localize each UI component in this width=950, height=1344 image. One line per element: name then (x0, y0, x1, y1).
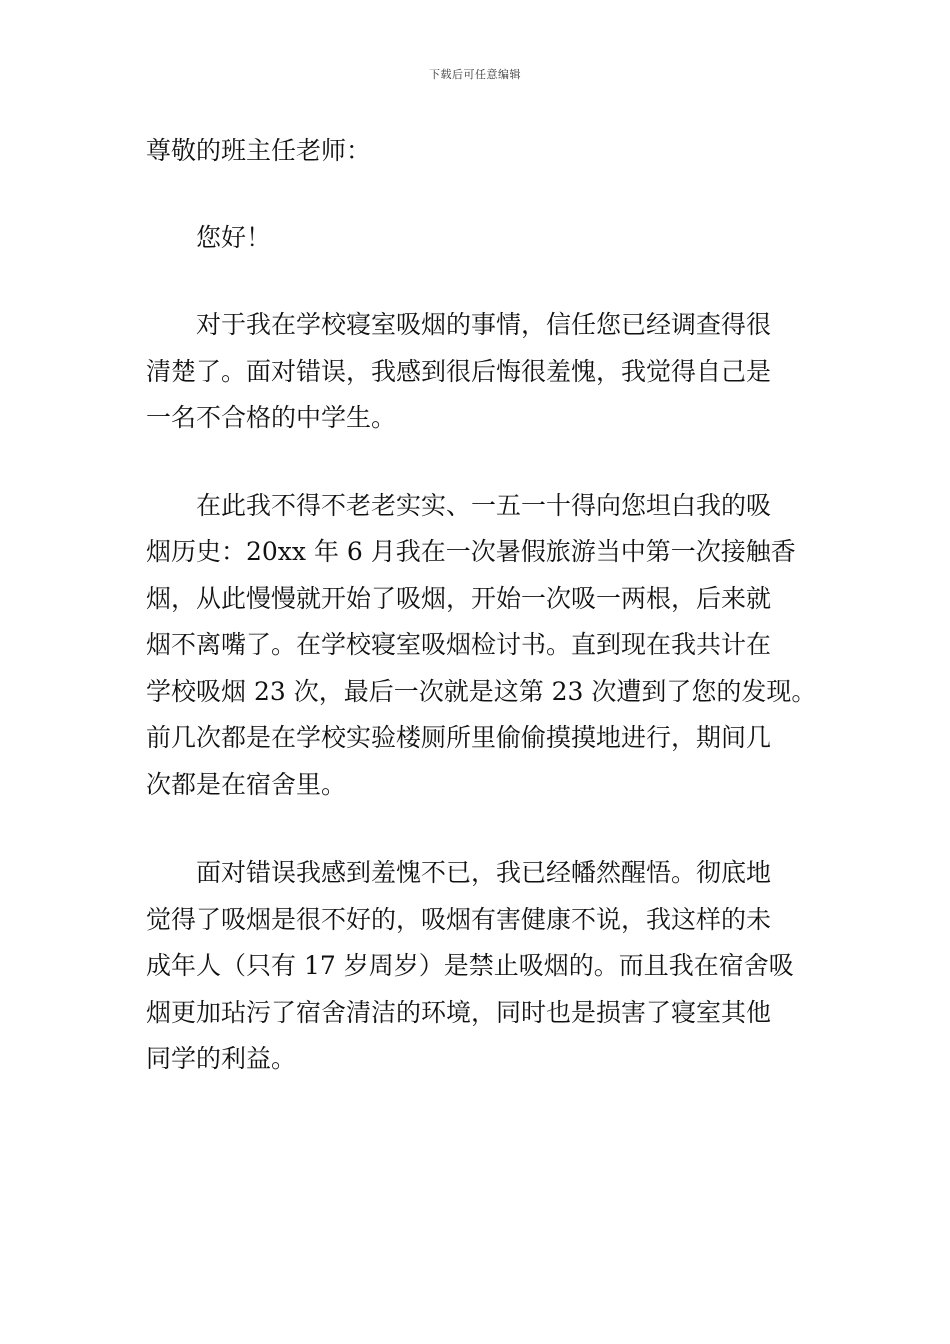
paragraph-line: 同学的利益。 (146, 1044, 297, 1073)
paragraph-line: 次都是在宿舍里。 (146, 769, 347, 799)
salutation: 尊敬的班主任老师： (146, 136, 372, 165)
paragraph-line: 前几次都是在学校实验楼厕所里偷偷摸摸地进行，期间几 (146, 723, 772, 752)
paragraph-line: 对于我在学校寝室吸烟的事情，信任您已经调查得很 (196, 310, 772, 339)
paragraph-line: 一名不合格的中学生。 (146, 403, 397, 432)
paragraph-line: 烟历史：20xx 年 6 月我在一次暑假旅游当中第一次接触香 (146, 537, 796, 566)
paragraph-line: 清楚了。面对错误，我感到很后悔很羞愧，我觉得自己是 (146, 356, 772, 386)
paragraph-1 (146, 302, 808, 442)
paragraph-line: 成年人（只有 17 岁周岁）是禁止吸烟的。而且我在宿舍吸 (146, 951, 794, 980)
greeting: 您好！ (196, 222, 272, 252)
paragraph-line: 烟，从此慢慢就开始了吸烟，开始一次吸一两根，后来就 (146, 583, 772, 613)
paragraph-line: 在此我不得不老老实实、一五一十得向您坦白我的吸 (196, 490, 772, 520)
paragraph-line: 烟更加玷污了宿舍清洁的环境，同时也是损害了寝室其他 (146, 997, 772, 1027)
letter-body (146, 128, 817, 1083)
paragraph-line: 觉得了吸烟是很不好的，吸烟有害健康不说，我这样的未 (146, 904, 772, 934)
paragraph-2 (146, 483, 817, 809)
paragraph-line: 学校吸烟 23 次，最后一次就是这第 23 次遭到了您的发现。 (146, 676, 817, 706)
paragraph-line: 烟不离嘴了。在学校寝室吸烟检讨书。直到现在我共计在 (146, 630, 772, 659)
header-note: 下载后可任意编辑 (429, 68, 521, 81)
paragraph-line: 面对错误我感到羞愧不已，我已经幡然醒悟。彻底地 (196, 858, 772, 887)
paragraph-3 (146, 850, 808, 1083)
